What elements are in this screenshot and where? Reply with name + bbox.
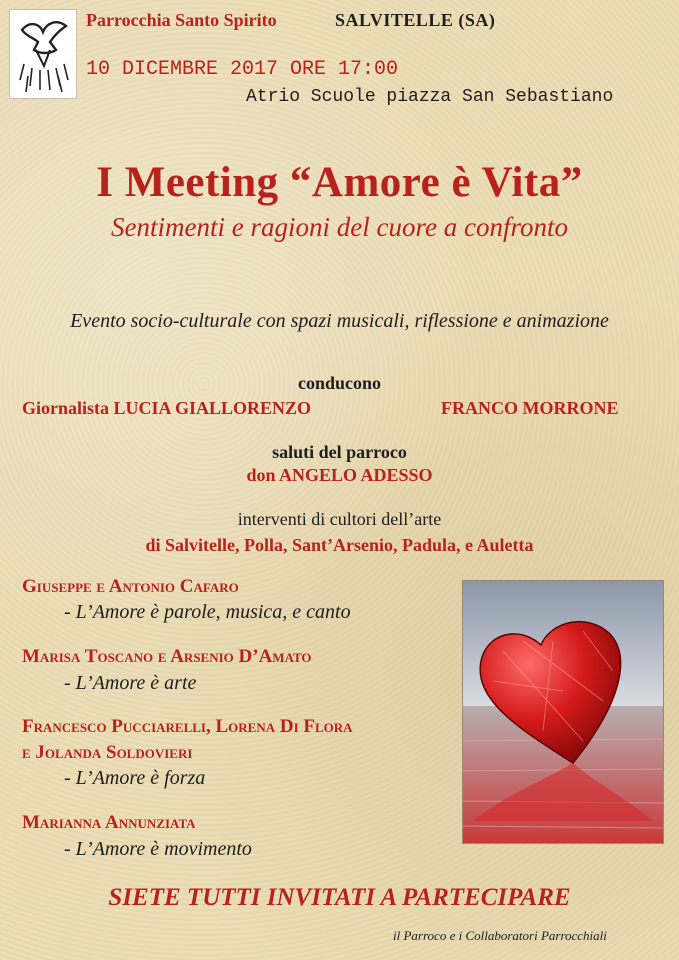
- program-topic-2: - L’Amore è arte: [64, 672, 197, 694]
- event-subtitle: Sentimenti e ragioni del cuore a confronto: [111, 212, 568, 242]
- town-name: SALVITELLE (SA): [335, 10, 496, 30]
- greetings-label: saluti del parroco: [272, 442, 407, 462]
- red-heart-icon: [463, 581, 663, 843]
- heart-image: [462, 580, 664, 844]
- parish-name: Parrocchia Santo Spirito: [86, 10, 277, 30]
- signature: il Parroco e i Collaboratori Parrocchiali: [393, 928, 607, 943]
- event-date-time: 10 DICEMBRE 2017 ORE 17:00: [86, 58, 399, 81]
- program-names-3a: Francesco Pucciarelli, Lorena Di Flora: [22, 716, 353, 737]
- program-topic-4: - L’Amore è movimento: [64, 838, 252, 860]
- parish-priest-name: don ANGELO ADESSO: [246, 465, 433, 485]
- dove-icon: [10, 10, 76, 98]
- program-topic-3: - L’Amore è forza: [64, 767, 206, 789]
- invitation-text: SIETE TUTTI INVITATI A PARTECIPARE: [108, 884, 571, 911]
- program-names-3b: e Jolanda Soldovieri: [22, 742, 193, 763]
- program-names-2: Marisa Toscano e Arsenio D’Amato: [22, 646, 312, 667]
- host-franco: FRANCO MORRONE: [441, 398, 619, 418]
- contributors-places: di Salvitelle, Polla, Sant’Arsenio, Padula, e Auletta: [145, 535, 534, 555]
- event-title: I Meeting “Amore è Vita”: [96, 159, 583, 206]
- event-description: Evento socio-culturale con spazi musicali, riflessione e animazione: [70, 310, 609, 332]
- host-lucia: Giornalista LUCIA GIALLORENZO: [22, 398, 312, 418]
- event-venue: Atrio Scuole piazza San Sebastiano: [246, 87, 614, 107]
- program-topic-1: - L’Amore è parole, musica, e canto: [64, 601, 351, 623]
- parish-logo: [9, 9, 77, 99]
- program-names-1: Giuseppe e Antonio Cafaro: [22, 576, 239, 597]
- contributors-label: interventi di cultori dell’arte: [237, 509, 442, 529]
- program-names-4: Marianna Annunziata: [22, 812, 196, 833]
- hosts-label: conducono: [297, 373, 382, 393]
